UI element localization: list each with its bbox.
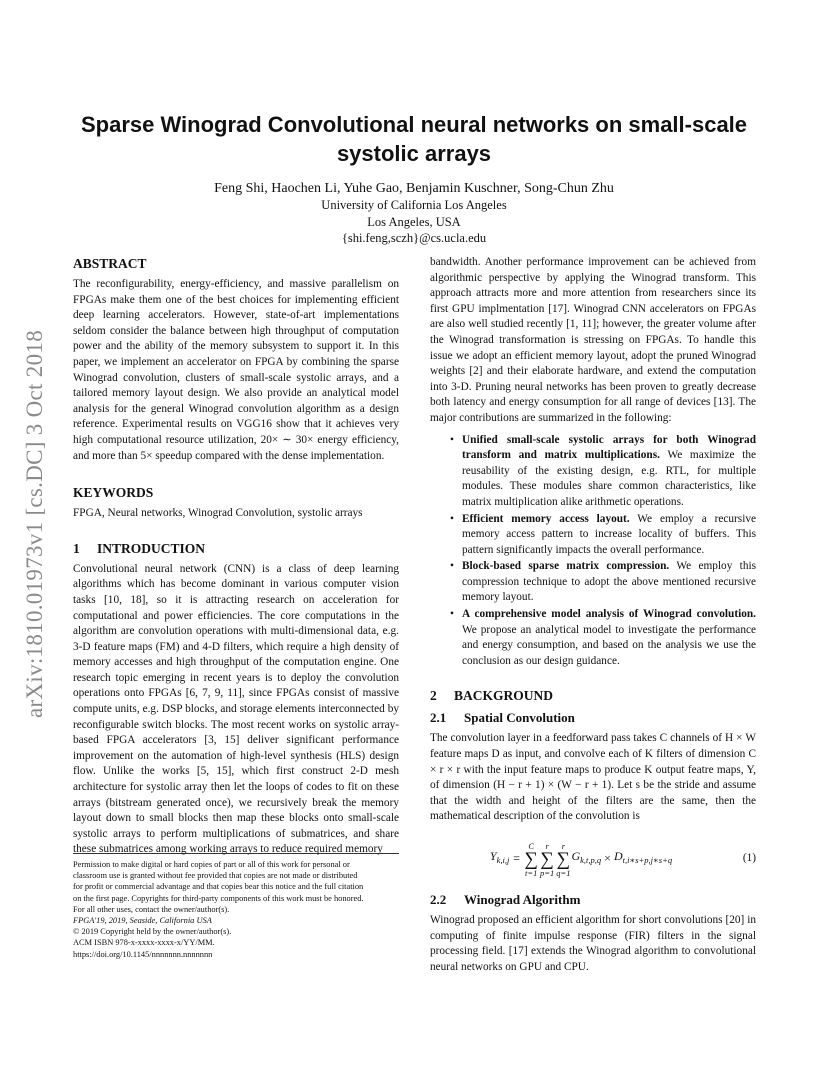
- winograd-heading: [430, 891, 756, 908]
- background-title: BACKGROUND: [454, 688, 554, 704]
- intro-number: 1: [73, 540, 80, 556]
- author-list: Feng Shi, Haochen Li, Yuhe Gao, Benjamin Kuschner, Song-Chun Zhu: [214, 181, 614, 196]
- arxiv-identifier: arXiv:1810.01973v1 [cs.DC] 3 Oct 2018: [22, 330, 47, 718]
- list-item: • Efficient memory access layout. We employ a recursive memory access pattern to increase locality of buffers. This pattern significantly impacts the overall performance.: [450, 512, 756, 556]
- footnote-line: Permission to make digital or hard copies of part or all of this work for personal or: [73, 860, 350, 869]
- abstract-heading: ABSTRACT: [73, 256, 147, 271]
- footnote-doi: https://doi.org/10.1145/nnnnnnn.nnnnnnn: [73, 949, 213, 959]
- convolution-equation: [430, 837, 756, 881]
- bullet-icon: •: [450, 560, 454, 573]
- affiliation-block: [60, 197, 768, 247]
- intro-text: Convolutional neural network (CNN) is a class of deep learning algorithms which has become dominant in various computer vision tasks [10, 18], so it is attracting research on acceleration for computational and power efficiencies. The core computations in the algorithm are convolution operations with multi-dimensional data, e.g. 3-D feature maps (FM) and 4-D filters, which require a high density of memory accesses and high throughput of the computation engine. One research topic emerging in recent years is to deploy the convolution operations onto FPGAs [6, 7, 9, 11], since FPGAs consist of massive compute units, e.g. DSP blocks, and storage elements interconnected by reconfigurable switch blocks. The most recent works on systolic array-based FPGA accelerators [3, 15] deliver significant performance improvement on the automation of high-level synthesis (HLS) design flow. Unlike the works [5, 15], which first construct 2-D mesh architecture for systolic array then let the loops of codes to fit on these arrays (bitstream generated once), we recursively break the memory layout down to small blocks then map these blocks onto small-scale systolic arrays to perform multiplications of submatrices, and share these submatrices among working arrays to reduce required memory: [73, 562, 399, 856]
- list-item: • Unified small-scale systolic arrays for both Winograd transform and matrix multiplications. We maximize the reusability of the existing design, e.g. RTL, for multiple modules. These modules share common characteristics, like matrix multiplication alike arithmetic operations.: [450, 433, 756, 508]
- footnote-line: For all other uses, contact the owner/author(s).: [73, 904, 230, 914]
- bullet-icon: •: [450, 433, 454, 446]
- paper-title: Sparse Winograd Convolutional neural networks on small-scale systolic arrays: [80, 112, 748, 166]
- footnote-line: for profit or commercial advantage and that copies bear this notice and the full citation: [73, 882, 364, 892]
- winograd-title: Winograd Algorithm: [464, 892, 581, 907]
- equation-number: (1): [742, 852, 756, 865]
- equation-body: $Y_{k,i,j}$ = C ∑ t=1 r ∑ p=1 r ∑ q=1 $G_{k,t,p,q}$ × $D_{t,i∗s+p,j∗s+q}$: [489, 840, 673, 878]
- right-column: [430, 255, 756, 975]
- spatial-convolution-number: 2.1: [430, 710, 447, 726]
- winograd-text: Winograd proposed an efficient algorithm for short convolutions [20] in computing of finite impulse response (FIR) filters in the signal processing field. [17] extends the Winograd algorithm to convolutional neural networks on GPU and CPU.: [430, 914, 756, 973]
- intro-text-continued: bandwidth. Another performance improvement can be achieved from algorithmic perspective by applying the Winograd transform. This approach attracts more and more attention from researchers since its first GPU implmentation [17]. Winograd CNN accelerators on FPGAs are also well studied recently [1, 11]; however, the greater volume after the Winograd transformation is stressing on FPGAs. To handle this issue we adopt an efficient memory layout, adopt the pruned Winograd weights [2] and their elaborate hardware, and extend the computation into 3-D. Pruning neural networks has been proven to greatly decrease both latency and energy consumption for all range of devices [13]. The major contributions are summarized in the following:: [430, 256, 756, 424]
- left-column: [73, 255, 399, 858]
- list-item: • Block-based sparse matrix compression. We employ this compression technique to adopt the above mentioned recursive memory layout.: [450, 560, 756, 604]
- bullet-icon: •: [450, 608, 454, 621]
- affiliation-university: University of California Los Angeles: [321, 198, 507, 212]
- affiliation-email: {shi.feng,sczh}@cs.ucla.edu: [341, 231, 487, 245]
- footnote-line: classroom use is granted without fee provided that copies are not made or distributed: [73, 871, 358, 881]
- list-item: • A comprehensive model analysis of Winograd convolution. We propose an analytical model to investigate the performance and energy consumption, and based on the analysis we use the conclusion as our design guidance.: [450, 608, 756, 667]
- footnote-copyright: © 2019 Copyright held by the owner/author(s).: [73, 927, 232, 937]
- keywords-text: FPGA, Neural networks, Winograd Convolution, systolic arrays: [73, 507, 363, 520]
- intro-title: INTRODUCTION: [97, 540, 206, 556]
- background-number: 2: [430, 688, 437, 704]
- affiliation-location: Los Angeles, USA: [367, 214, 461, 229]
- spatial-convolution-heading: [430, 709, 756, 726]
- background-heading: [430, 687, 756, 704]
- footnote-conference: FPGA'19, 2019, Seaside, California USA: [73, 916, 212, 926]
- permission-footnote: [73, 853, 399, 960]
- footnote-isbn: ACM ISBN 978-x-xxxx-xxxx-x/YY/MM.: [73, 938, 215, 948]
- footnote-line: on the first page. Copyrights for third-party components of this work must be honored.: [73, 893, 364, 903]
- spatial-convolution-title: Spatial Convolution: [464, 710, 575, 726]
- winograd-number: 2.2: [430, 892, 447, 907]
- contribution-list: [430, 433, 756, 670]
- abstract-text: The reconfigurability, energy-efficiency, and massive parallelism on FPGAs make them one of the best choices for implementing efficient deep learning accelerators. However, state-of-art implementations seldom consider the balance between high throughput of computation power and the ability of the memory subsystem to support it. In this paper, we implement an accelerator on FPGA by combining the sparse Winograd convolution, clusters of small-scale systolic arrays, and a tailored memory layout design. We also provide an analytical model analysis for the general Winograd convolution algorithm as a design reference. Experimental results on VGG16 show that it achieves very high computational resource utilization, 20× ∼ 30× energy efficiency, and more than 5× speedup compared with the dense implementation.: [73, 278, 399, 462]
- bullet-icon: •: [450, 512, 454, 525]
- keywords-heading: KEYWORDS: [73, 485, 154, 501]
- intro-heading: [73, 540, 399, 557]
- spatial-convolution-text: The convolution layer in a feedforward pass takes C channels of H × W feature maps D as input, and convolve each of K filters of dimension C × r × r with the input feature maps to produce K output featre maps, Y, of dimension (H − r + 1) × (W − r + 1). Let s be the stride and assume that the width and height of the filters are the same, then the mathematical description of the convolution is: [430, 732, 756, 823]
